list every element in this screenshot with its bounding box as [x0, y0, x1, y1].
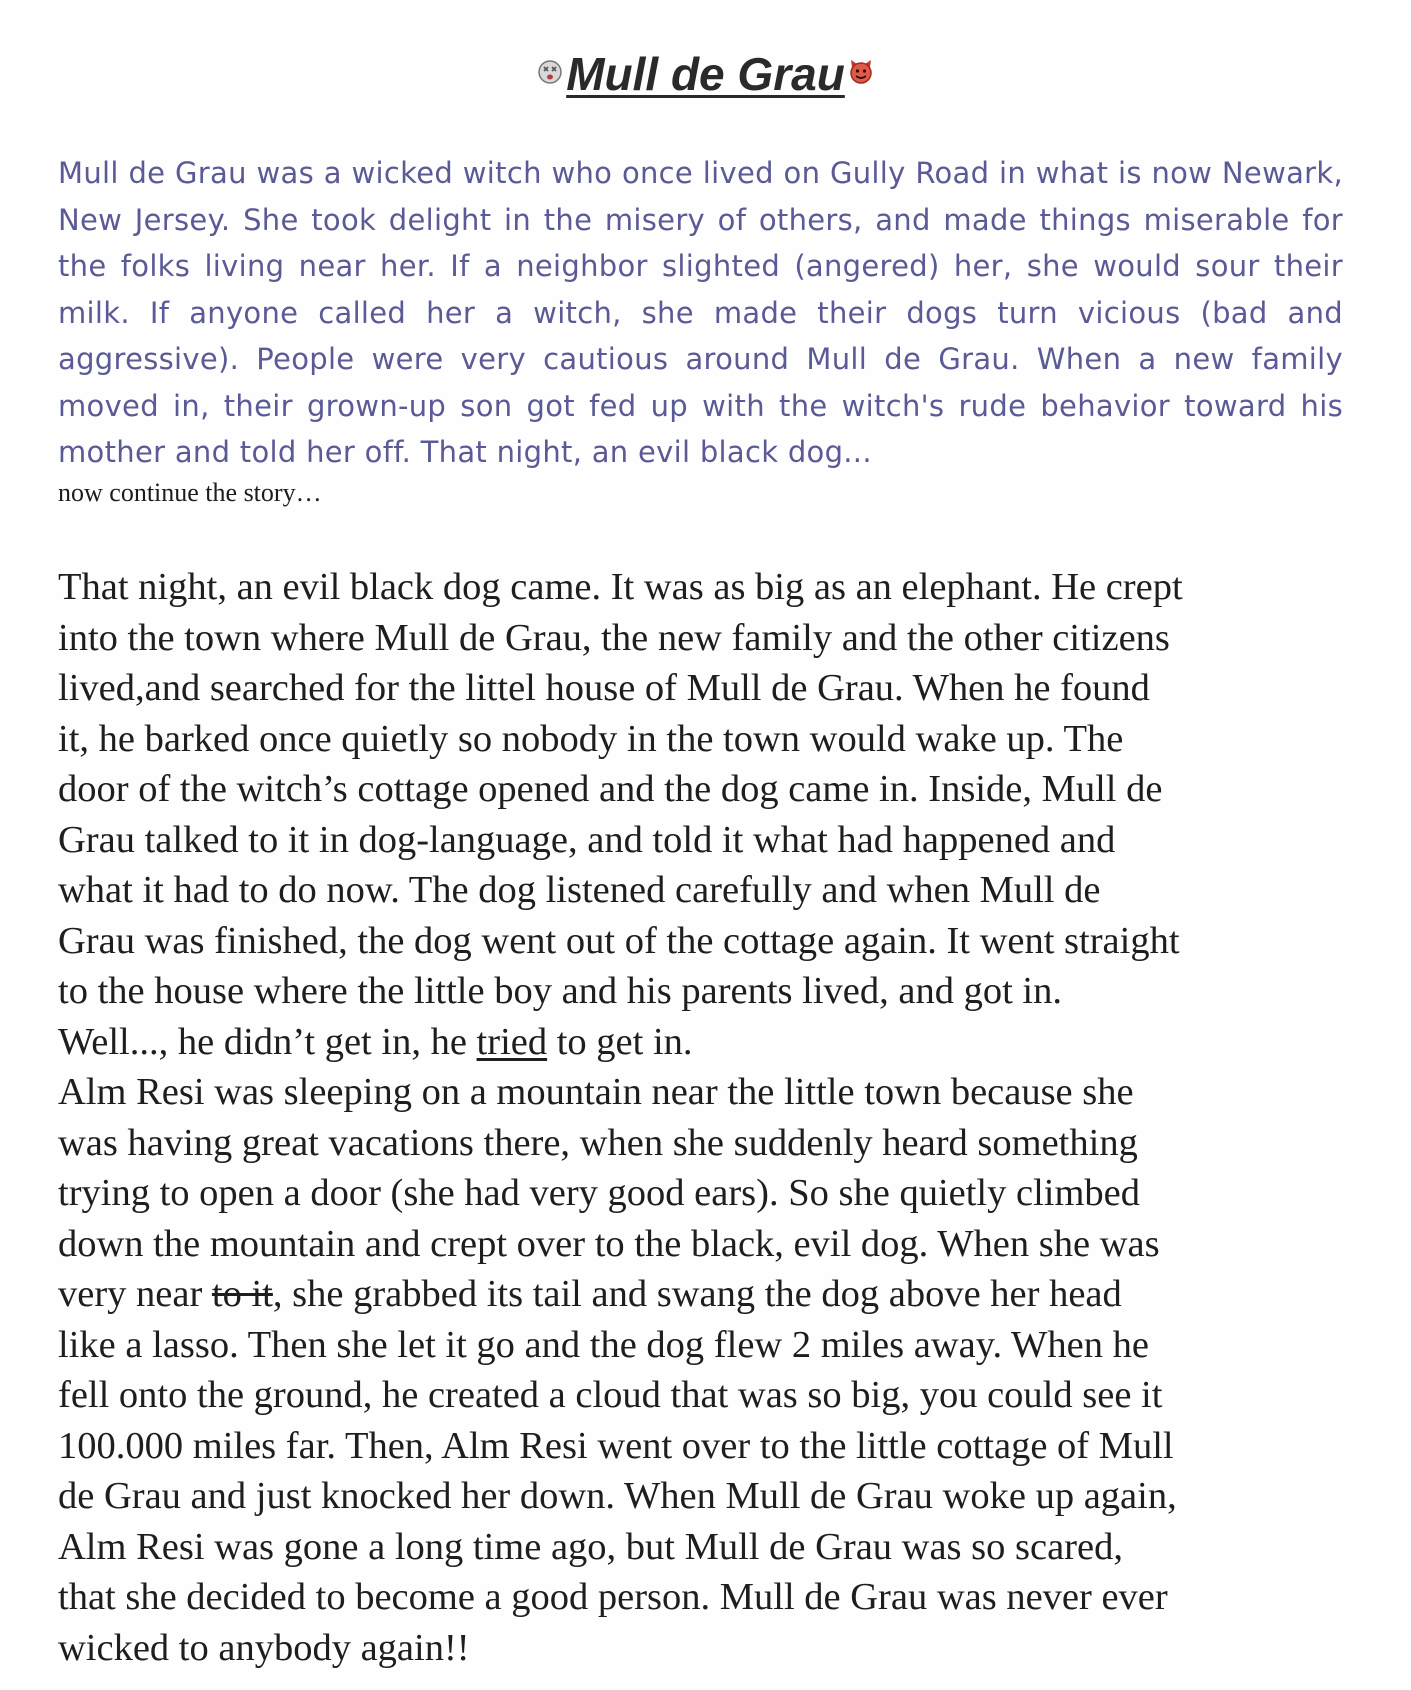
story-line: Grau talked to it in dog-language, and told it what had happened and [58, 818, 1116, 861]
story-line: door of the witch’s cottage opened and the dog came in. Inside, Mull de [58, 768, 1163, 810]
page-title: Mull de Grau [566, 48, 845, 100]
story-line: wicked to anybody again!! [58, 1626, 470, 1669]
story-line: 100.000 miles far. Then, Alm Resi went over to the little cottage of Mull [58, 1424, 1174, 1467]
story-line: Alm Resi was gone a long time ago, but Mull de Grau was so scared, [58, 1525, 1123, 1568]
story-line: it, he barked once quietly so nobody in the town would wake up. The [58, 717, 1124, 760]
story-line: down the mountain and crept over to the black, evil dog. When she was [58, 1222, 1160, 1265]
story-text-segment: very near [58, 1273, 212, 1315]
title-row [0, 44, 1411, 114]
continue-instruction: now continue the story… [58, 478, 322, 507]
story-line: into the town where Mull de Grau, the new family and the other citizens [58, 616, 1170, 659]
dizzy-face-icon [536, 58, 564, 86]
story-line: to the house where the little boy and his parents lived, and got in. [58, 970, 1062, 1012]
story-line: trying to open a door (she had very good ears). So she quietly climbed [58, 1172, 1141, 1214]
story-line: de Grau and just knocked her down. When Mull de Grau woke up again, [58, 1475, 1177, 1517]
devil-face-icon [847, 58, 875, 86]
story-line: lived,and searched for the littel house of Mull de Grau. When he found [58, 667, 1150, 709]
story-text-segment: Well..., he didn’t get in, he [58, 1020, 477, 1063]
story-text [58, 562, 1348, 1673]
underlined-word: tried [476, 1020, 548, 1063]
story-prompt: Mull de Grau was a wicked witch who once lived on Gully Road in what is now Newark, New Jersey. She took delight in the misery of others, and made things miserable for the folks living near her. If a neighbor slighted (angered) her, she would sour their milk. If anyone called her a witch, she made their dogs turn vicious (bad and aggressive). People were very cautious around Mull de Grau. When a new family moved in, their grown-up son got fed up with the witch's rude behavior toward his mother and told her off. That night, an evil black dog... [58, 156, 1343, 469]
story-line: was having great vacations there, when she suddenly heard something [58, 1121, 1138, 1164]
story-line [58, 1017, 1348, 1068]
story-line [58, 1269, 1348, 1320]
story-line: Alm Resi was sleeping on a mountain near the little town because she [58, 1071, 1134, 1113]
story-line: That night, an evil black dog came. It was as big as an elephant. He crept [58, 566, 1183, 608]
story-line: that she decided to become a good person. Mull de Grau was never ever [58, 1576, 1168, 1618]
story-line: fell onto the ground, he created a cloud that was so big, you could see it [58, 1374, 1163, 1416]
story-line: Grau was finished, the dog went out of the cottage again. It went straight [58, 919, 1180, 962]
story-text-segment: to get in. [547, 1020, 693, 1063]
story-text-segment: , she grabbed its tail and swang the dog above her head [272, 1273, 1122, 1315]
story-line: what it had to do now. The dog listened carefully and when Mull de [58, 869, 1101, 911]
struck-through-words: to it [211, 1273, 273, 1315]
story-line: like a lasso. Then she let it go and the dog flew 2 miles away. When he [58, 1323, 1149, 1366]
